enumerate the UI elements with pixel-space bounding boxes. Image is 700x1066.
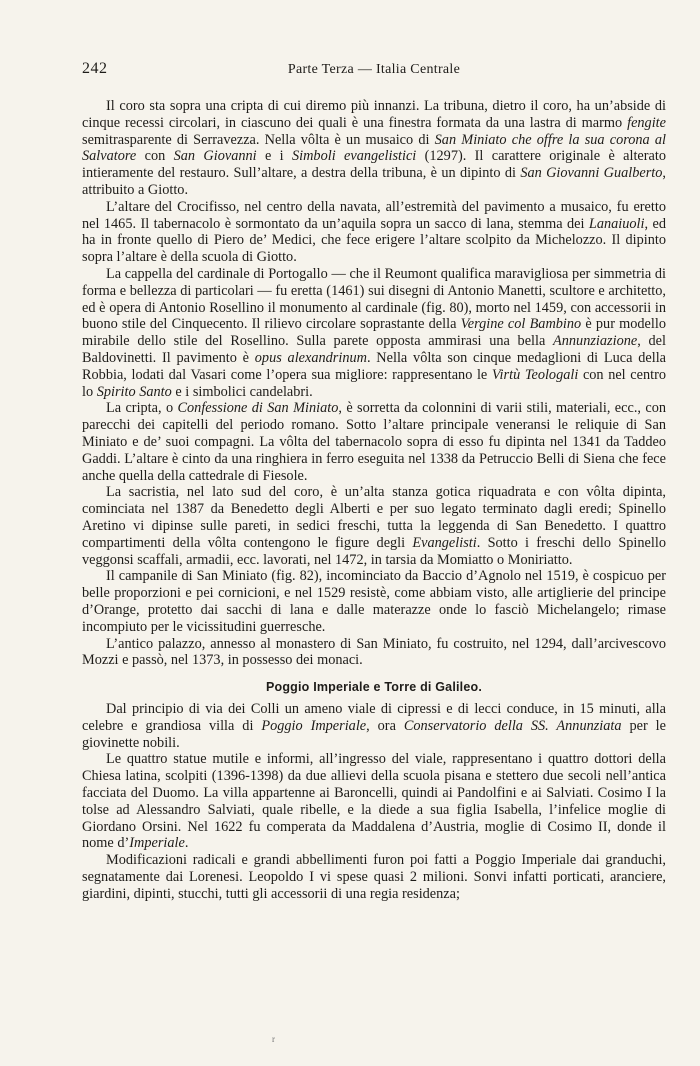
italic-run: Evangelisti <box>412 534 477 551</box>
text-run: Modificazioni radicali e grandi abbellimenti furon poi fatti a Poggio Imperiale dai granduchi, segnatamente dai Lorenesi. Leopoldo I vi spese quasi 2 milioni. Sonvi infatti porticati, aranciere, giardini, dipinti, stucchi, tutti gli accessorii di una regia residenza; <box>82 852 666 902</box>
italic-run: Annunziazione <box>553 333 638 350</box>
body-text <box>82 98 666 903</box>
text-run: . Sotto i freschi dello Spinello veggonsi scaffali, armadii, ecc. lavorati, nel 1472, in tarsia da Momiatto o Moniriatto. <box>82 534 666 568</box>
running-title: Parte Terza — Italia Centrale <box>287 62 461 77</box>
text-run: è pur modello mirabile dello stile del Rosellino. Sulla parete opposta ammirasi una bella <box>82 316 666 350</box>
paragraph <box>82 568 666 635</box>
text-run: La sacristia, nel lato sud del coro, è un’alta stanza gotica riquadrata e con vôlta dipinta, cominciata nel 1387 da Benedetto degli Alberti e per suo legato terminato dagli eredi; Spinello Aretino vi dipinse sulle pareti, in sedici freschi, tutta la leggenda di San Benedetto. I quattro compartimenti della vôlta contengono le figure degli <box>82 484 666 551</box>
section-heading: Poggio Imperiale e Torre di Galileo. <box>265 680 483 695</box>
paragraph <box>82 484 666 568</box>
text-run: , è sorretta da colonnini di varii stili, materiali, ecc., con parecchi dei capitelli del periodo romano. Sotto l’altare principale veneransi le reliquie di San Miniato e de’ suoi compagni. La vôlta del tabernacolo sopra di esso fu dipinta nel 1341 da Taddeo Gaddi. L’altare è cinto da una ringhiera in ferro eseguita nel 1338 da Petruccio Belli di Siena che fece anche quella della cattedrale di Fiesole. <box>82 400 666 484</box>
italic-run: Simboli evangelistici <box>291 148 417 165</box>
paragraph <box>82 636 666 670</box>
italic-run: Vergine col Bambino <box>460 316 582 333</box>
text-run: Il campanile di San Miniato (fig. 82), incominciato da Baccio d’Agnolo nel 1519, è cospicuo per belle proporzioni e pei cornicioni, e nel 1529 resistè, come abbiam visto, alle artiglierie del principe d’Orange, protetto dai sacchi di lana e dalle materazze onde lo fasciò Michelangelo; rimase incompiuto per le vicissitudini guerresche. <box>82 568 666 635</box>
text-run: Le quattro statue mutile e informi, all’ingresso del viale, rappresentano i quattro dottori della Chiesa latina, scolpiti (1396-1398) da due allievi della scuola pisana e stettero due secoli nell’antica facciata del Duomo. La villa appartenne ai Baroncelli, quindi ai Pandolfini e ai Salviati. Cosimo I la tolse ad Alessandro Salviati, quale ribelle, e la diede a sua figlia Isabella, l’infelice moglie di Giordano Orsini. Nel 1622 fu comperata da Maddalena d’Austria, moglie di Cosimo II, donde il nome d’ <box>82 751 666 852</box>
text-run: L’altare del Crocifisso, nel centro della navata, all’estremità del pavimento a musaico, fu eretto nel 1465. Il tabernacolo è sormontato da un’aquila sopra un sacco di lana, stemma dei <box>82 198 666 232</box>
text-run: , attribuito a Giotto. <box>82 165 666 198</box>
paragraph-group-b <box>82 701 666 903</box>
italic-run: Lanaiuoli <box>588 215 645 232</box>
paragraph <box>82 852 666 902</box>
text-run: con <box>136 148 174 165</box>
text-run: , ed ha in fronte quello di Piero de’ Medici, che fece erigere l’altare scolpito da Michelozzo. Il dipinto sopra l’altare è della scuola di Giotto. <box>82 215 666 266</box>
text-run: Dal principio di via dei Colli un ameno viale di cipressi e di lecci conduce, in 15 minuti, alla celebre e grandiosa villa di <box>82 701 666 734</box>
italic-run: San Giovanni <box>173 148 257 165</box>
italic-run: San Miniato che offre la sua corona al Salvatore <box>82 131 666 165</box>
text-run: . <box>184 835 189 852</box>
text-run: e i simbolici candelabri. <box>171 383 313 400</box>
text-run: semitrasparente di Serravezza. Nella vôlta è un musaico di <box>82 131 435 148</box>
paragraph <box>82 701 666 751</box>
paragraph <box>82 266 666 400</box>
text-run: , ora <box>366 717 404 734</box>
text-run: L’antico palazzo, annesso al monastero di San Miniato, fu costruito, nel 1294, dall’arcivescovo Mozzi e passò, nel 1373, in possesso dei monaci. <box>82 635 666 669</box>
running-head <box>82 60 666 82</box>
italic-run: opus alexandrinum <box>254 349 367 366</box>
text-run: Il coro sta sopra una cripta di cui diremo più innanzi. La tribuna, dietro il coro, ha un’abside di cinque recessi circolari, in ciascuno dei quali è una finestra formata da una lastra di marmo <box>82 98 666 131</box>
paragraph <box>82 751 666 852</box>
italic-run: San Giovanni Gualberto <box>520 165 663 182</box>
text-run: e i <box>256 148 292 165</box>
page-number: 242 <box>82 60 108 77</box>
italic-run: Confessione di San Miniato <box>177 400 339 417</box>
text-run: per le giovinette nobili. <box>82 717 666 751</box>
text-run: (1297). Il carattere originale è alterato intieramente del restauro. Sull’altare, a destra della tribuna, è un dipinto di <box>82 148 667 182</box>
italic-run: fengite <box>627 114 666 131</box>
text-run: , del Baldovinetti. Il pavimento è <box>82 333 666 366</box>
text-run: La cappella del cardinale di Portogallo — che il Reumont qualifica maravigliosa per simmetria di forma e bellezza di particolari — fu eretta (1461) sui disegni di Antonio Manetti, scultore e architetto, ed è opera di Antonio Rosellino il monumento al cardinale (fig. 80), morto nel 1459, con accessorii in buono stile del Cinquecento. Il rilievo circolare soprastante della <box>82 265 666 333</box>
italic-run: Poggio Imperiale <box>261 717 367 734</box>
paragraph <box>82 199 666 266</box>
italic-run: Imperiale <box>129 835 185 852</box>
footer-mark: r <box>272 1034 275 1044</box>
text-run: con nel centro lo <box>82 366 666 400</box>
italic-run: Virtù Teologali <box>491 366 579 383</box>
text-run: . Nella vôlta son cinque medaglioni di Luca della Robbia, lodati dal Vasari come l’opera sua migliore: rappresentano le <box>82 349 667 383</box>
paragraph-group-a <box>82 98 666 669</box>
paragraph <box>82 400 666 484</box>
paragraph <box>82 98 666 199</box>
italic-run: Spirito Santo <box>96 383 172 400</box>
text-run: La cripta, o <box>106 400 178 417</box>
italic-run: Conservatorio della SS. Annunziata <box>403 717 622 734</box>
